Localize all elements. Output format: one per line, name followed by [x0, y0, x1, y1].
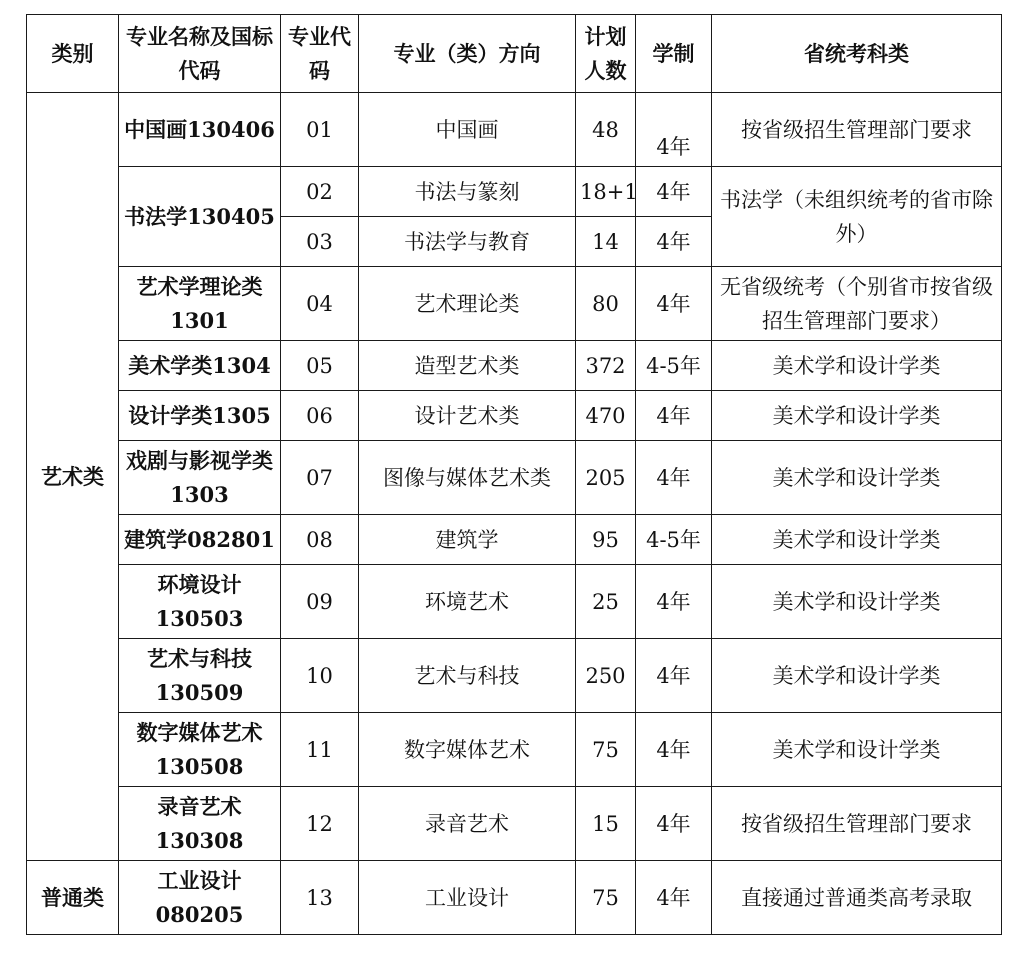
- direction-cell: 工业设计: [359, 861, 576, 935]
- direction-cell: 书法与篆刻: [359, 167, 576, 217]
- table-row: [27, 787, 1002, 861]
- code-cell: 09: [281, 565, 359, 639]
- table-row: [27, 639, 1002, 713]
- years-cell: 4-5年: [636, 515, 712, 565]
- exam-cell: 美术学和设计学类: [712, 515, 1002, 565]
- years-cell: 4年: [636, 267, 712, 341]
- exam-cell: 美术学和设计学类: [712, 341, 1002, 391]
- exam-cell: 美术学和设计学类: [712, 391, 1002, 441]
- category-general: 普通类: [27, 861, 119, 935]
- code-cell: 11: [281, 713, 359, 787]
- table-row: [27, 267, 1002, 341]
- years-cell: 4年: [636, 391, 712, 441]
- major-cell: 工业设计080205: [119, 861, 281, 935]
- code-cell: 01: [281, 93, 359, 167]
- table-row: [27, 565, 1002, 639]
- exam-cell: 按省级招生管理部门要求: [712, 93, 1002, 167]
- plan-cell: 75: [576, 861, 636, 935]
- direction-cell: 设计艺术类: [359, 391, 576, 441]
- major-cell: 数字媒体艺术130508: [119, 713, 281, 787]
- major-cell: 美术学类1304: [119, 341, 281, 391]
- code-cell: 07: [281, 441, 359, 515]
- years-cell: 4年: [636, 713, 712, 787]
- direction-cell: 艺术理论类: [359, 267, 576, 341]
- exam-cell: 美术学和设计学类: [712, 441, 1002, 515]
- enrollment-table: [26, 14, 1002, 935]
- code-cell: 06: [281, 391, 359, 441]
- plan-cell: 205: [576, 441, 636, 515]
- direction-cell: 艺术与科技: [359, 639, 576, 713]
- exam-cell: 美术学和设计学类: [712, 565, 1002, 639]
- years-cell: 4年: [636, 639, 712, 713]
- years-cell: 4年: [636, 565, 712, 639]
- exam-cell: 美术学和设计学类: [712, 713, 1002, 787]
- years-cell: 4年: [636, 441, 712, 515]
- header-row: [27, 15, 1002, 93]
- direction-cell: 录音艺术: [359, 787, 576, 861]
- table-row: [27, 515, 1002, 565]
- plan-cell: 18+1: [576, 167, 636, 217]
- major-cell: 设计学类1305: [119, 391, 281, 441]
- direction-cell: 中国画: [359, 93, 576, 167]
- code-cell: 08: [281, 515, 359, 565]
- plan-cell: 250: [576, 639, 636, 713]
- plan-cell: 48: [576, 93, 636, 167]
- code-cell: 12: [281, 787, 359, 861]
- years-cell: 4年: [636, 861, 712, 935]
- plan-cell: 372: [576, 341, 636, 391]
- plan-cell: 14: [576, 217, 636, 267]
- table-row: [27, 93, 1002, 167]
- exam-cell: 美术学和设计学类: [712, 639, 1002, 713]
- major-cell: 环境设计130503: [119, 565, 281, 639]
- plan-cell: 25: [576, 565, 636, 639]
- plan-cell: 95: [576, 515, 636, 565]
- header-category: 类别: [27, 15, 119, 93]
- category-art: 艺术类: [27, 93, 119, 861]
- plan-cell: 80: [576, 267, 636, 341]
- code-cell: 03: [281, 217, 359, 267]
- header-exam: 省统考科类: [712, 15, 1002, 93]
- plan-cell: 15: [576, 787, 636, 861]
- code-cell: 02: [281, 167, 359, 217]
- exam-cell: 无省级统考（个别省市按省级招生管理部门要求）: [712, 267, 1002, 341]
- table-row: [27, 167, 1002, 217]
- major-cell: 建筑学082801: [119, 515, 281, 565]
- plan-cell: 470: [576, 391, 636, 441]
- years-cell: 4年: [636, 167, 712, 217]
- plan-cell: 75: [576, 713, 636, 787]
- table-row: [27, 441, 1002, 515]
- direction-cell: 造型艺术类: [359, 341, 576, 391]
- table-row: [27, 713, 1002, 787]
- direction-cell: 建筑学: [359, 515, 576, 565]
- major-cell: 中国画130406: [119, 93, 281, 167]
- direction-cell: 环境艺术: [359, 565, 576, 639]
- direction-cell: 书法学与教育: [359, 217, 576, 267]
- code-cell: 05: [281, 341, 359, 391]
- direction-cell: 图像与媒体艺术类: [359, 441, 576, 515]
- major-cell: 戏剧与影视学类1303: [119, 441, 281, 515]
- major-cell: 书法学130405: [119, 167, 281, 267]
- major-cell: 录音艺术130308: [119, 787, 281, 861]
- code-cell: 04: [281, 267, 359, 341]
- header-code: 专业代码: [281, 15, 359, 93]
- header-major: 专业名称及国标代码: [119, 15, 281, 93]
- exam-cell: 按省级招生管理部门要求: [712, 787, 1002, 861]
- years-cell: 4年: [636, 93, 712, 167]
- table-row: [27, 391, 1002, 441]
- direction-cell: 数字媒体艺术: [359, 713, 576, 787]
- exam-cell: 直接通过普通类高考录取: [712, 861, 1002, 935]
- table-row: [27, 861, 1002, 935]
- code-cell: 10: [281, 639, 359, 713]
- header-direction: 专业（类）方向: [359, 15, 576, 93]
- major-cell: 艺术学理论类1301: [119, 267, 281, 341]
- exam-cell: 书法学（未组织统考的省市除外）: [712, 167, 1002, 267]
- years-cell: 4-5年: [636, 341, 712, 391]
- major-cell: 艺术与科技130509: [119, 639, 281, 713]
- code-cell: 13: [281, 861, 359, 935]
- years-cell: 4年: [636, 217, 712, 267]
- header-years: 学制: [636, 15, 712, 93]
- table-row: [27, 341, 1002, 391]
- years-cell: 4年: [636, 787, 712, 861]
- header-plan: 计划人数: [576, 15, 636, 93]
